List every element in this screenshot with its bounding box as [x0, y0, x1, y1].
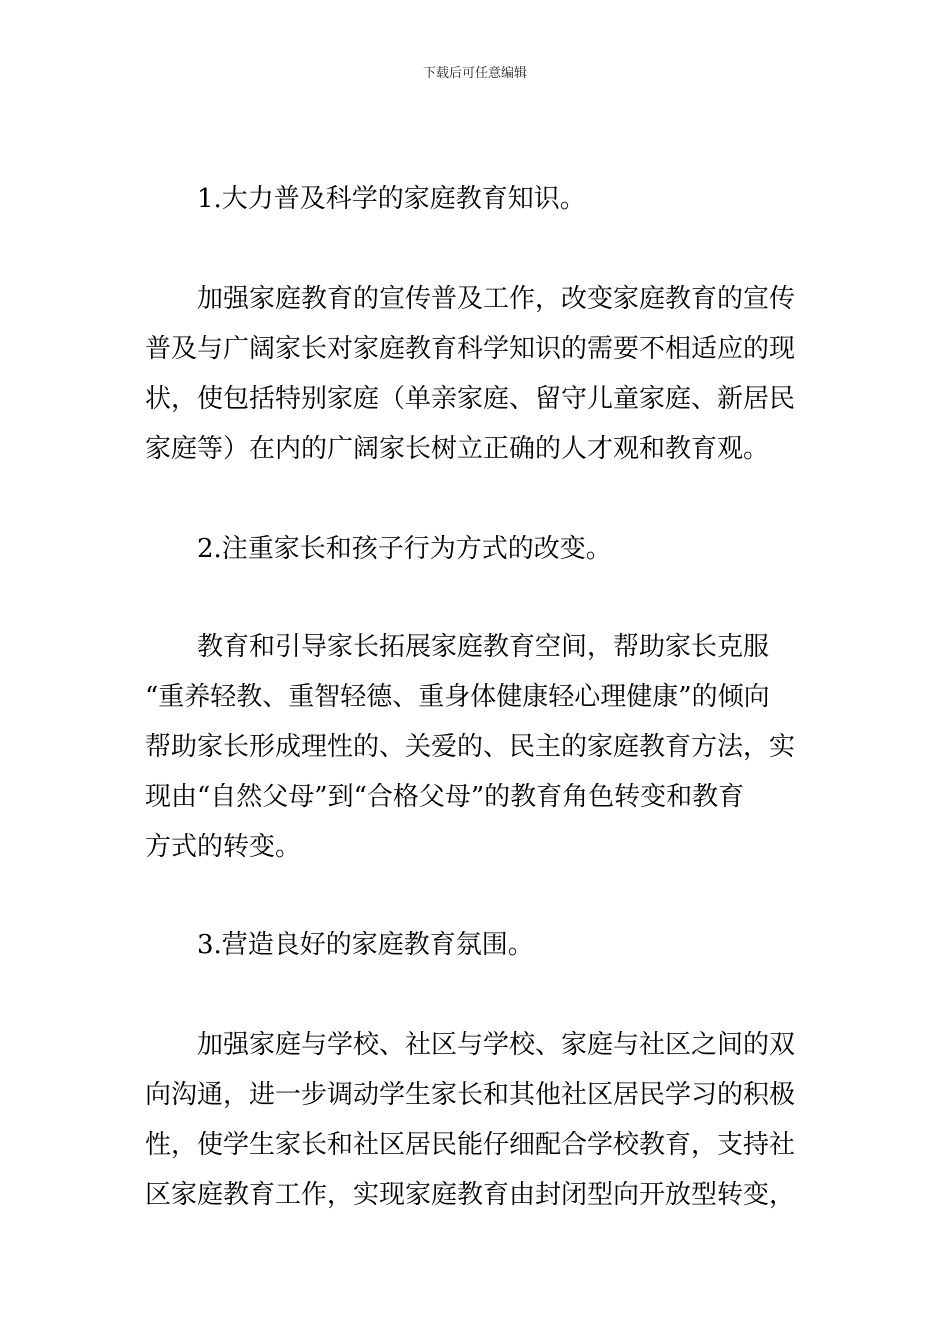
paragraph-line: 向沟通，进一步调动学生家长和其他社区居民学习的积极	[145, 1080, 796, 1110]
section-heading-3	[145, 920, 805, 970]
paragraph-line: “重养轻教、重智轻德、重身体健康轻心理健康”的倾向	[145, 682, 770, 712]
paragraph-line: 状，使包括特别家庭（单亲家庭、留守儿童家庭、新居民	[145, 384, 796, 414]
section-heading-1	[145, 174, 805, 224]
section-heading-2	[145, 524, 805, 574]
paragraph-line: 加强家庭教育的宣传普及工作，改变家庭教育的宣传	[197, 284, 796, 314]
paragraph-line: 教育和引导家长拓展家庭教育空间，帮助家长克服	[197, 632, 770, 662]
paragraph-line: 方式的转变。	[145, 832, 302, 862]
section-paragraph-2	[145, 622, 805, 872]
paragraph-line: 家庭等）在内的广阔家长树立正确的人才观和教育观。	[145, 434, 770, 464]
paragraph-line: 区家庭教育工作，实现家庭教育由封闭型向开放型转变，	[145, 1180, 796, 1210]
paragraph-line: 帮助家长形成理性的、关爱的、民主的家庭教育方法，实	[145, 732, 796, 762]
paragraph-line: 普及与广阔家长对家庭教育科学知识的需要不相适应的现	[145, 334, 796, 364]
page-header: 下载后可任意编辑	[422, 66, 527, 81]
heading-text: 1.大力普及科学的家庭教育知识。	[197, 184, 586, 214]
section-paragraph-1	[145, 274, 805, 474]
paragraph-line: 现由“自然父母”到“合格父母”的教育角色转变和教育	[145, 782, 745, 812]
paragraph-line: 加强家庭与学校、社区与学校、家庭与社区之间的双	[197, 1030, 796, 1060]
heading-text: 2.注重家长和孩子行为方式的改变。	[197, 534, 612, 564]
paragraph-line: 性，使学生家长和社区居民能仔细配合学校教育，支持社	[145, 1130, 796, 1160]
section-paragraph-3	[145, 1020, 805, 1220]
heading-text: 3.营造良好的家庭教育氛围。	[197, 930, 534, 960]
